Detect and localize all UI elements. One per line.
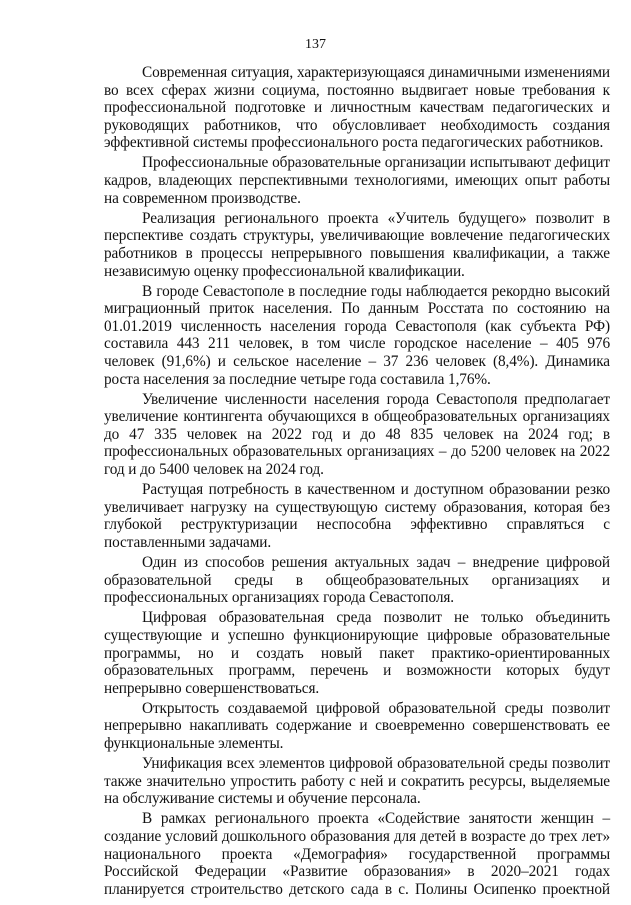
paragraph-11: В рамках регионального проекта «Содействие занятости женщин – создание условий дошкольного образования для детей в возрасте до трех лет» национального проекта «Демография» государственной программы Российской Федерации «Развитие образования» в 2020–2021 годах планируется строительство детского сада в с. Полины Осипенко проектной bbox=[104, 810, 610, 898]
paragraph-6: Растущая потребность в качественном и доступном образовании резко увеличивает нагрузку на существующую систему образования, которая без глубокой реструктуризации неспособна эффективно справляться с поставленными задачами. bbox=[104, 481, 610, 551]
paragraph-4: В городе Севастополе в последние годы наблюдается рекордно высокий миграционный приток населения. По данным Росстата по состоянию на 01.01.2019 численность населения города Севастополя (как субъекта РФ) составила 443 211 человек, в том числе городское население – 405 976 человек (91,6%) и сельское население – 37 236 человек (8,4%). Динамика роста населения за последние четыре года составила 1,76%. bbox=[104, 282, 610, 388]
page-number: 137 bbox=[305, 37, 326, 52]
paragraph-5: Увеличение численности населения города Севастополя предполагает увеличение контингента обучающихся в общеобразовательных организациях до 47 335 человек на 2022 год и до 48 835 человек на 2024 год; в профессиональных образовательных организациях – до 5200 человек на 2022 год и до 5400 человек на 2024 год. bbox=[104, 390, 610, 479]
paragraph-8: Цифровая образовательная среда позволит не только объединить существующие и успешно функционирующие цифровые образовательные программы, но и создать новый пакет практико-ориентированных образовательных программ, перечень и возможности которых будут непрерывно совершенствоваться. bbox=[104, 609, 610, 697]
document-body bbox=[104, 64, 610, 901]
paragraph-1: Современная ситуация, характеризующаяся динамичными изменениями во всех сферах жизни социума, постоянно выдвигает новые требования к профессиональной подготовке и личностным качествам педагогических и руководящих работников, что обусловливает необходимость создания эффективной системы профессионального роста педагогических работников. bbox=[104, 64, 610, 152]
paragraph-2: Профессиональные образовательные организации испытывают дефицит кадров, владеющих перспективными технологиями, имеющих опыт работы на современном производстве. bbox=[104, 154, 610, 207]
paragraph-9: Открытость создаваемой цифровой образовательной среды позволит непрерывно накапливать содержание и своевременно совершенствовать ее функциональные элементы. bbox=[104, 699, 610, 752]
paragraph-10: Унификация всех элементов цифровой образовательной среды позволит также значительно упростить работу с ней и сократить ресурсы, выделяемые на обслуживание системы и обучение персонала. bbox=[104, 755, 610, 808]
paragraph-7: Один из способов решения актуальных задач – внедрение цифровой образовательной среды в общеобразовательных организациях и профессиональных организациях города Севастополя. bbox=[104, 554, 610, 607]
paragraph-3: Реализация регионального проекта «Учитель будущего» позволит в перспективе создать структуры, увеличивающие вовлечение педагогических работников в процессы непрерывного повышения квалификации, а также независимую оценку профессиональной квалификации. bbox=[104, 209, 610, 280]
